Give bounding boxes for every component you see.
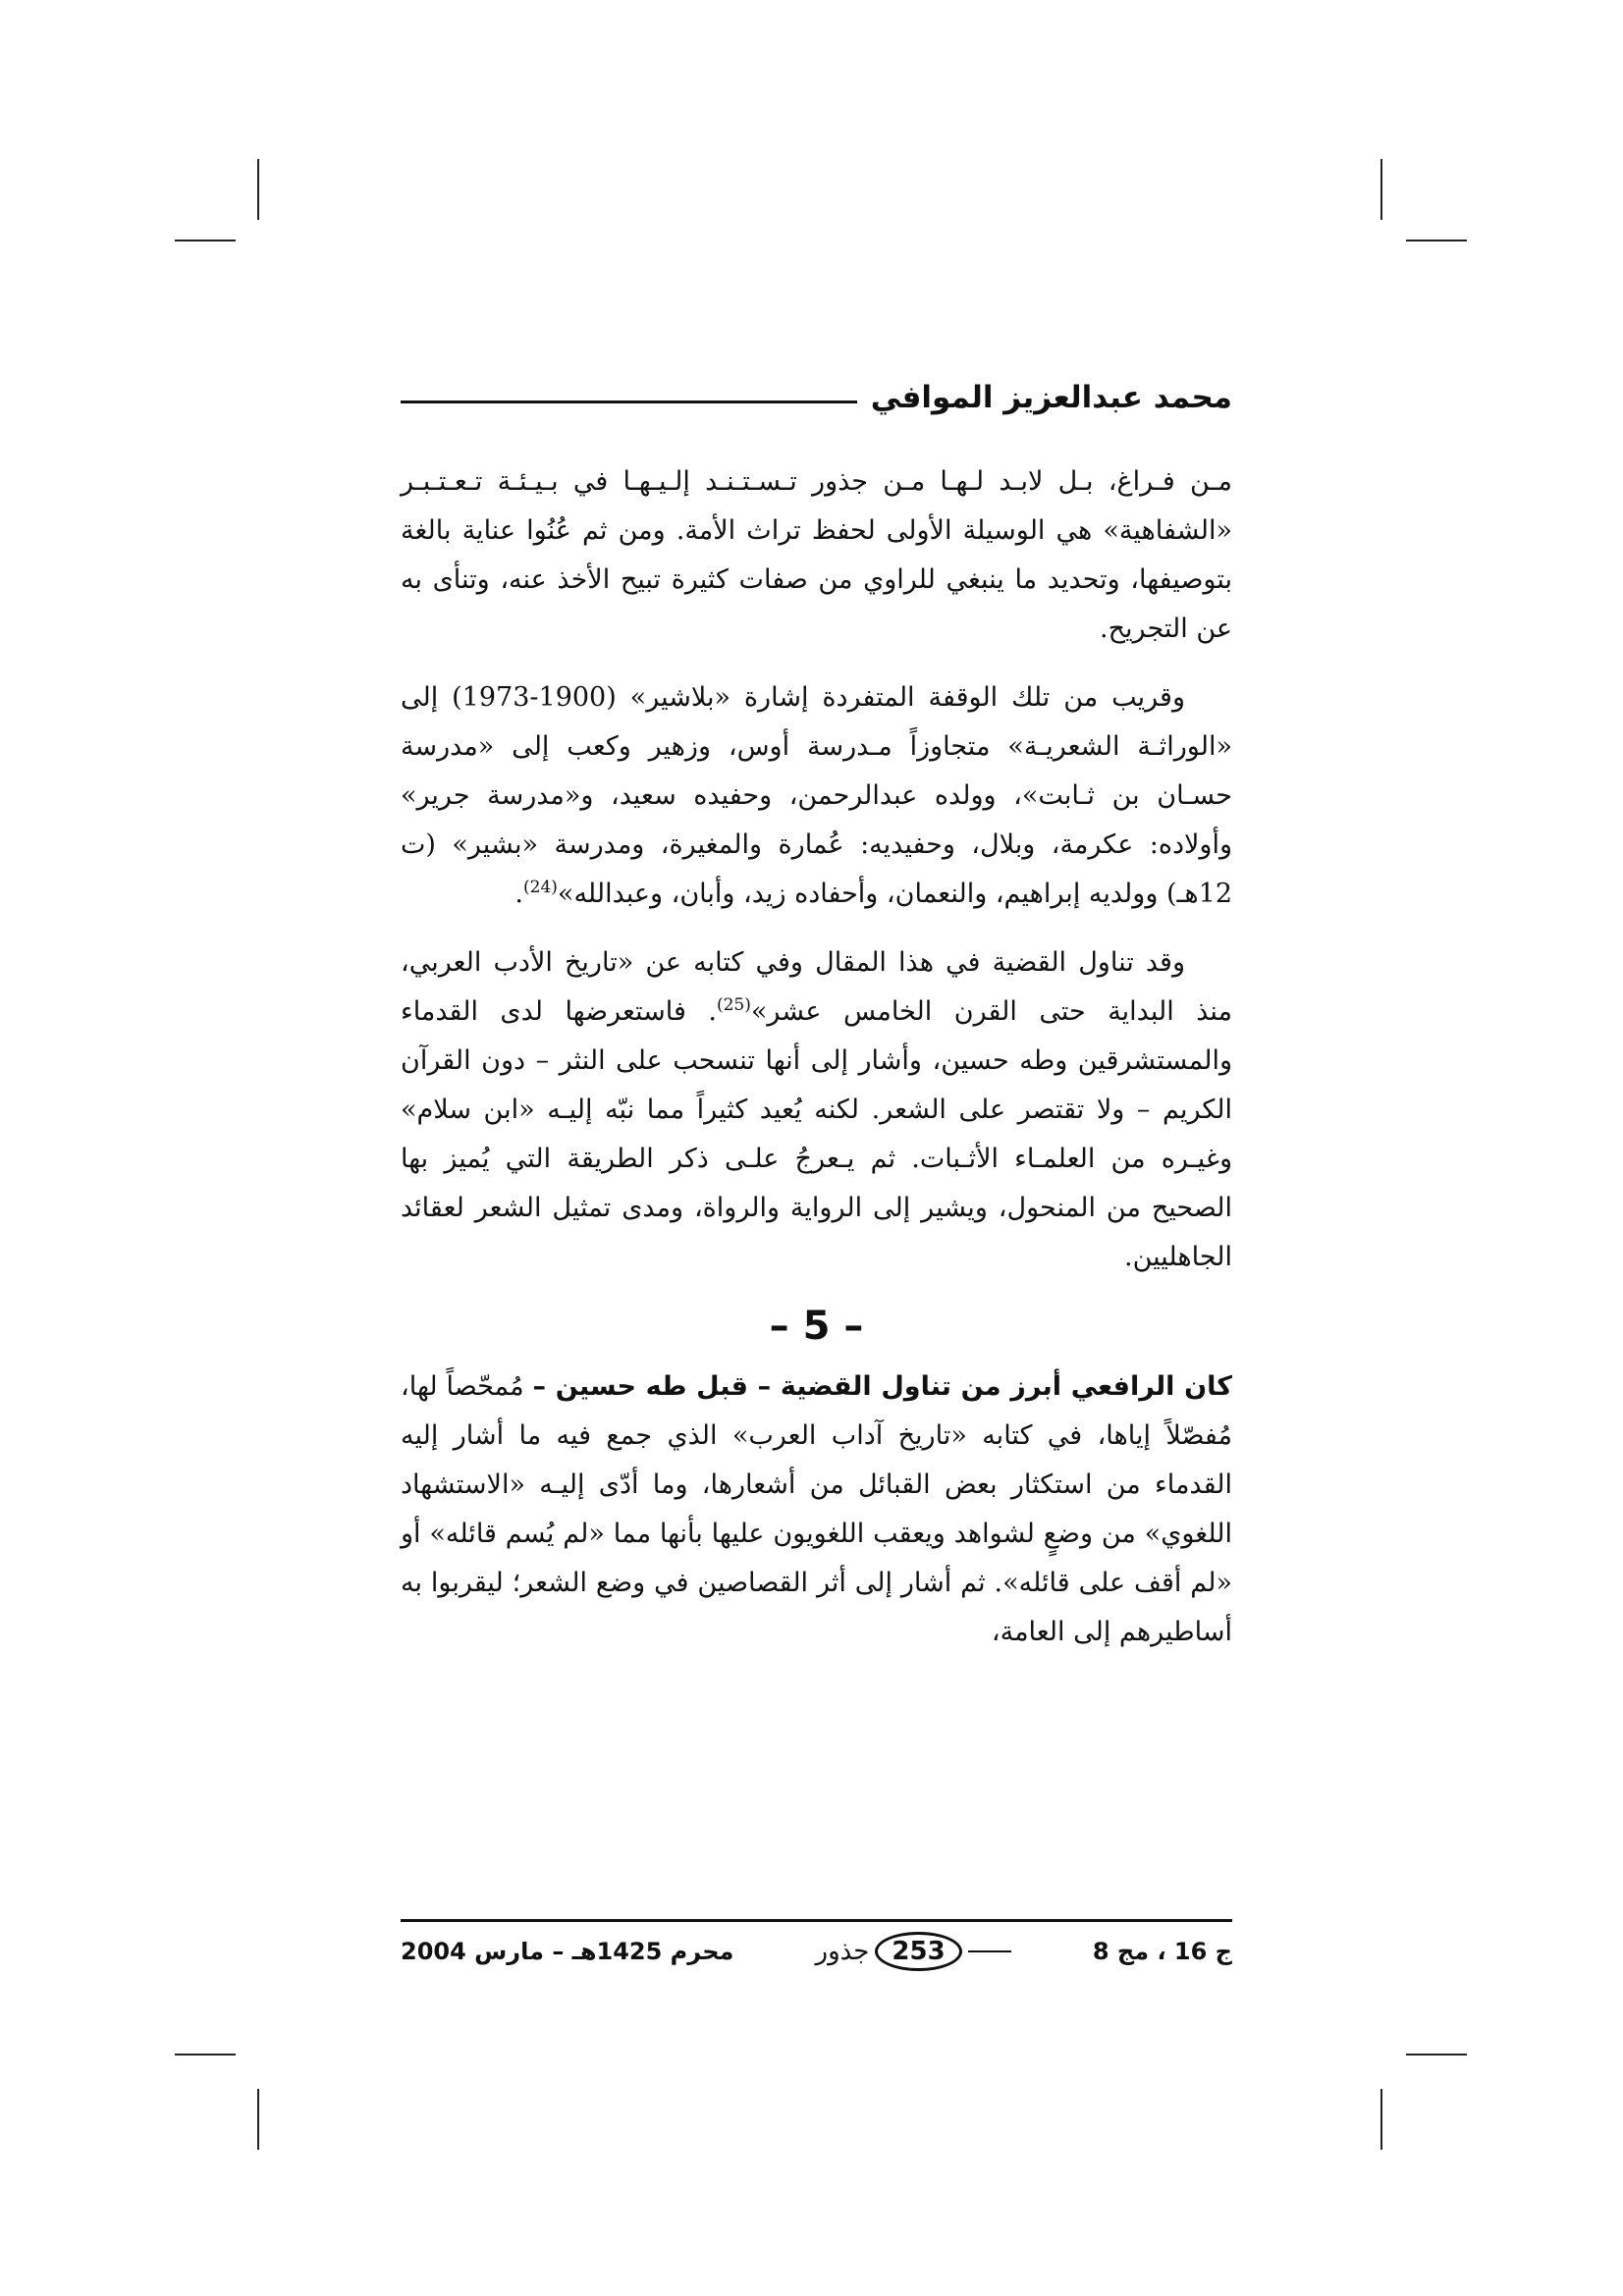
page — [401, 373, 1232, 1983]
crop-mark — [175, 240, 236, 241]
section-paragraph — [401, 1362, 1232, 1657]
footer — [401, 1919, 1232, 1981]
paragraph-3: وقد تناول القضية في هذا المقال وفي كتابه عن «تاريخ الأدب العربي، منذ البداية حتى القرن الخامس عشر»$^{(25)}$. فاستعرضها لدى القدماء والمستشرقين وطه حسين، وأشار إلى أنها تنسحب على النثر – دون القرآن الكريم – ولا تقتصر على الشعر. لكنه يُعيد كثيراً مما نبّه إليـه «ابن سلام» وغيـره من العلمـاء الأثـبات. ثم يـعرجُ علـى ذكر الطريقة التي يُميز بها الصحيح من المنحول، ويشير إلى الرواية والرواة، ومدى تمثيل الشعر لعقائد الجاهليين. — [401, 947, 1233, 1272]
section-lead: كان الرافعي أبرز من تناول القضية – قبل طه حسين – — [532, 1371, 1232, 1402]
footnote-ref[interactable]: (25) — [716, 995, 751, 1015]
paragraph-2: وقريب من تلك الوقفة المتفردة إشارة «بلاشير» (1900-1973) إلى «الوراثـة الشعريـة» متجاوزاً مـدرسة أوس، وزهير وكعب إلى «مدرسة حسـان بن ثـابت»، وولده عبدالرحمن، وحفيده سعيد، و«مدرسة جرير» وأولاده: عكرمة، وبلال، وحفيديه: عُمارة والمغيرة، ومدرسة «بشير» (ت 12هـ) وولديه إبراهيم، والنعمان، وأحفاده زيد، وأبان، وعبدالله»$^{(24)}$. — [401, 682, 1232, 909]
journal-mark — [816, 1932, 1011, 1971]
crop-mark — [175, 2054, 236, 2056]
journal-name: جذور — [815, 1937, 870, 1966]
journal-dash — [968, 1950, 1011, 1952]
footer-date: محرم 1425هـ – مارس 2004 — [401, 1938, 734, 1965]
page-number: 253 — [875, 1932, 961, 1971]
header-author: محمد عبدالعزيز الموافي — [870, 380, 1232, 415]
footer-issue: ج 16 ، مج 8 — [1092, 1938, 1232, 1965]
crop-mark — [1380, 2089, 1382, 2150]
crop-mark — [1406, 2054, 1467, 2056]
section-number: – 5 – — [769, 1304, 864, 1349]
crop-mark — [1380, 159, 1382, 220]
body-text — [401, 457, 1232, 1677]
header-rule — [401, 400, 857, 403]
running-header — [401, 373, 1232, 422]
paragraph-1: مـن فـراغ، بـل لابـد لـهـا مـن جذور تـسـتـنـد إلـيـهـا في بـيـئـة تـعـتـبـر «الشفاهية» هي الوسيلة الأولى لحفظ تراث الأمة. ومن ثم عُنُوا عناية بالغة بتوصيفها، وتحديد ما ينبغي للراوي من صفات كثيرة تبيح الأخذ عنه، وتنأى به عن التجريح. — [401, 466, 1232, 644]
crop-mark — [1406, 240, 1467, 241]
crop-mark — [257, 2089, 259, 2150]
crop-mark — [257, 159, 259, 220]
footnote-ref[interactable]: (24) — [523, 878, 558, 897]
section-text: مُمحّصاً لها، مُفصّلاً إياها، في كتابه «تاريخ آداب العرب» الذي جمع فيه ما أشار إليه القدماء من استكثار بعض القبائل من أشعارها، وما أدّى إليـه «الاستشهاد اللغوي» من وضعٍ لشواهد ويعقب اللغويون عليها بأنها مما «لم يُسم قائله» أو «لم أقف على قائله». ثم أشار إلى أثر القصاصين في وضع الشعر؛ ليقربوا به أساطيرهم إلى العامة، — [401, 1371, 1232, 1647]
